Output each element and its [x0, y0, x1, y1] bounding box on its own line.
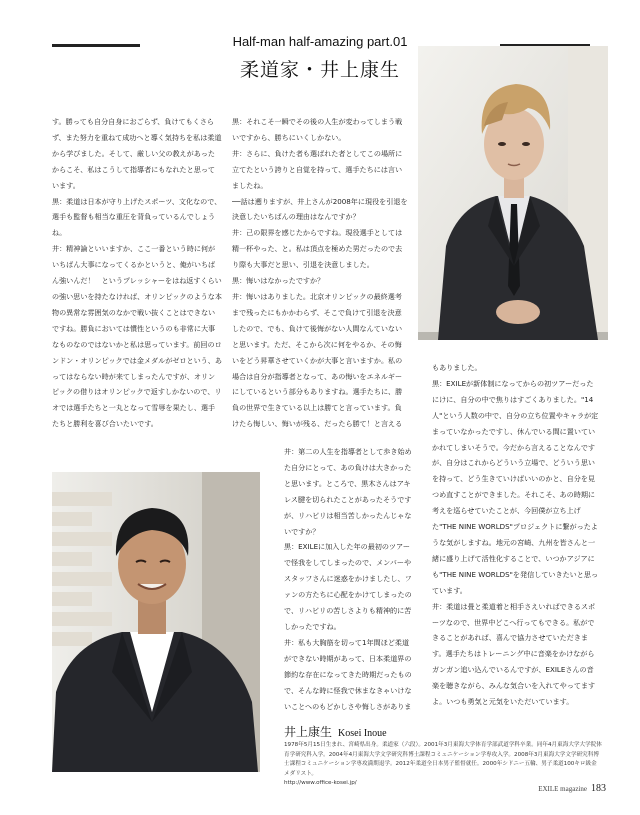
- paragraph: 黒：柔道は日本が守り上げたスポーツ、文化なので、選手も監督も相当な重圧を背負っているんでしょうね。: [52, 196, 222, 238]
- paragraph: 井：悔いはありました。北京オリンピックの最終選考まで残ったにもかかわらず、そこで負けて引退を決意したので、でも、負けて後悔がない人間なんていないと思います。ただ、そこから次に何をやるか、その悔いをどう昇華させていくかが大事と言いますか。私の場合は自分が指導者となって、あの悔いをエネルギーにしているという部分もありますね。選手たちに、勝負の世界で生きている以上は勝てと言っています。負けたら悔しい、悔いが残る、だったら勝て！と言える: [232, 291, 403, 429]
- portrait-kuroki-illustration: [418, 46, 608, 340]
- paragraph: [52, 432, 222, 434]
- text-column-3: [284, 444, 412, 714]
- bio-text: 1978年5月15日生まれ、宮崎県出身。柔道家（六段）。2001年3月東海大学体育学部武道学科卒業。同年4月東海大学大学院体育学研究科入学。2004年4月東海大学文学研究科博士課程コミュニケーション学専攻入学。2008年3月東海大学文学研究科博士課程コミュニケーション学専攻満期退学。2012年柔道全日本男子監督就任。2000年シドニー五輪、男子柔道100キロ級金メダリスト。: [284, 742, 602, 777]
- paragraph: 井：私も大胸筋を切って1年間ほど柔道ができない時期があって、日本柔道界の節約な存在になってきた時期だったもので、そんな時に怪我で休まなきゃいけないことへのもどかしさや悔しさがありま: [284, 637, 412, 711]
- bio-name-kanji: 井上康生: [284, 725, 333, 739]
- paragraph: 井：第二の人生を指導者として歩き始めた自分にとって、あの負けは大きかったと思います。ところで、黒木さんはアキレス腱を切られたことがあったそうですが、リハビリは相当苦しかったんじゃないですか？: [284, 447, 412, 536]
- paragraph: 井：己の限界を感じたからですね。現役選手としては精一杯やった、と。私は頂点を極めた男だったので去り際も大事だと思い、引退を決意しました。: [232, 228, 403, 270]
- bio-description: [284, 741, 602, 789]
- portrait-inoue-illustration: [52, 472, 260, 772]
- paragraph: す。勝っても自分自身におごらず、負けてもくさらず、また努力を重ねて成功へと導く気持ちを私は柔道から学びました。そして、厳しい父の教えがあったからこそ、私はこうして指導者にもなれたと思っています。: [52, 117, 222, 190]
- page-number: 183: [591, 783, 606, 794]
- magazine-name: EXILE magazine: [538, 785, 587, 793]
- paragraph: ──話は遡りますが、井上さんが2008年に現役を引退を決意したいちばんの理由はなんですか？: [232, 196, 408, 222]
- paragraph: [432, 710, 600, 714]
- text-column-2: [232, 114, 408, 434]
- paragraph: 黒：EXILEが新体制になってからの初ツアーだったにけに、自分の中で焦りはすごくありました。"14人"という人数の中で、自分の立ち位置やキャラが定まっていなかったですし、休んでいる間に置いていかれてしまいそうで。今だから言えることなんですが、自分はこれからどういう立場で、どういう思いを持って、どう生きていけばいいのかと、自分を見つめ直すことができました。それこそ、あの時期に考えを巡らせていたことが、今回僕が立ち上げた"THE NINE WORLDS"プロジェクトに繋がったような気がしますね。地元の宮崎、九州を皆さんと一緒に盛り上げて活性化することで、いつかアジアにも"THE NINE WORLDS"を発信していきたいと思っています。: [432, 378, 599, 595]
- paragraph: 井：さらに、負けた者も選ばれた者としてこの場所に立てたという誇りと自覚を持って、選手たちには言いましたね。: [232, 148, 403, 190]
- portrait-photo-inoue: [52, 472, 260, 772]
- text-column-1: [52, 114, 222, 434]
- paragraph: 井：精神論といいますか、ここ一番という時に何がいちばん大事になってくるかというと、俺がいちばん強いんだ！ というプレッシャーをはね返すくらいの強い思いを持たなければ、オリンピックのような本物の異常な雰囲気のなかで戦い抜くことはできないですね。勝負においては慣性というのも非常に大事なものなのではないかと私は思っています。前回のロンドン・オリンピックでは金メダルがゼロという、あってはならない時が来てしまったんですが、オリンピックの借りはオリンピックで返すしかないので、リオでは選手たちと一丸となって雪辱を果たし、選手たちと勝利を喜び合いたいです。: [52, 244, 222, 429]
- page-title: 柔道家・井上康生: [239, 59, 400, 81]
- portrait-photo-kuroki: [418, 46, 608, 340]
- paragraph: 黒：EXILEに加入した年の最初のツアーで怪我をしてしまったので、メンバーやスタッフさんに迷惑をかけましたし、ファンの方たちに心配をかけてしまったので、リハビリの苦しさよりも精神的に苦しかったですね。: [284, 542, 412, 631]
- series-title: Half-man half-amazing part.01: [232, 34, 408, 49]
- paragraph: もありました。: [432, 363, 482, 372]
- paragraph: 黒：それこそ一瞬でその後の人生が変わってしまう戦いですから、勝ちにいくしかない。: [232, 117, 403, 142]
- text-column-4: [432, 360, 600, 714]
- bio-name-romaji: Kosei Inoue: [338, 728, 387, 739]
- paragraph: 井：柔道は畳と柔道着と相手さえいればできるスポーツなので、世界中どこへ行ってもできる。私ができることがあれば、喜んで協力させていただきます。選手たちはトレーニング中に音楽をかけながらガンガン追い込んでいるんですが、EXILEさんの音楽を聴きながら、みんな気合いを入れてやってますよ。いつも勇気と元気をいただいています。: [432, 601, 596, 707]
- header-rule-left: [52, 44, 140, 47]
- bio-name: [284, 723, 387, 740]
- page-folio: [538, 783, 606, 794]
- bio-url-link[interactable]: http://www.office-kosei.jp/: [284, 780, 357, 786]
- paragraph: 黒：悔いはなかったですか？: [232, 276, 325, 286]
